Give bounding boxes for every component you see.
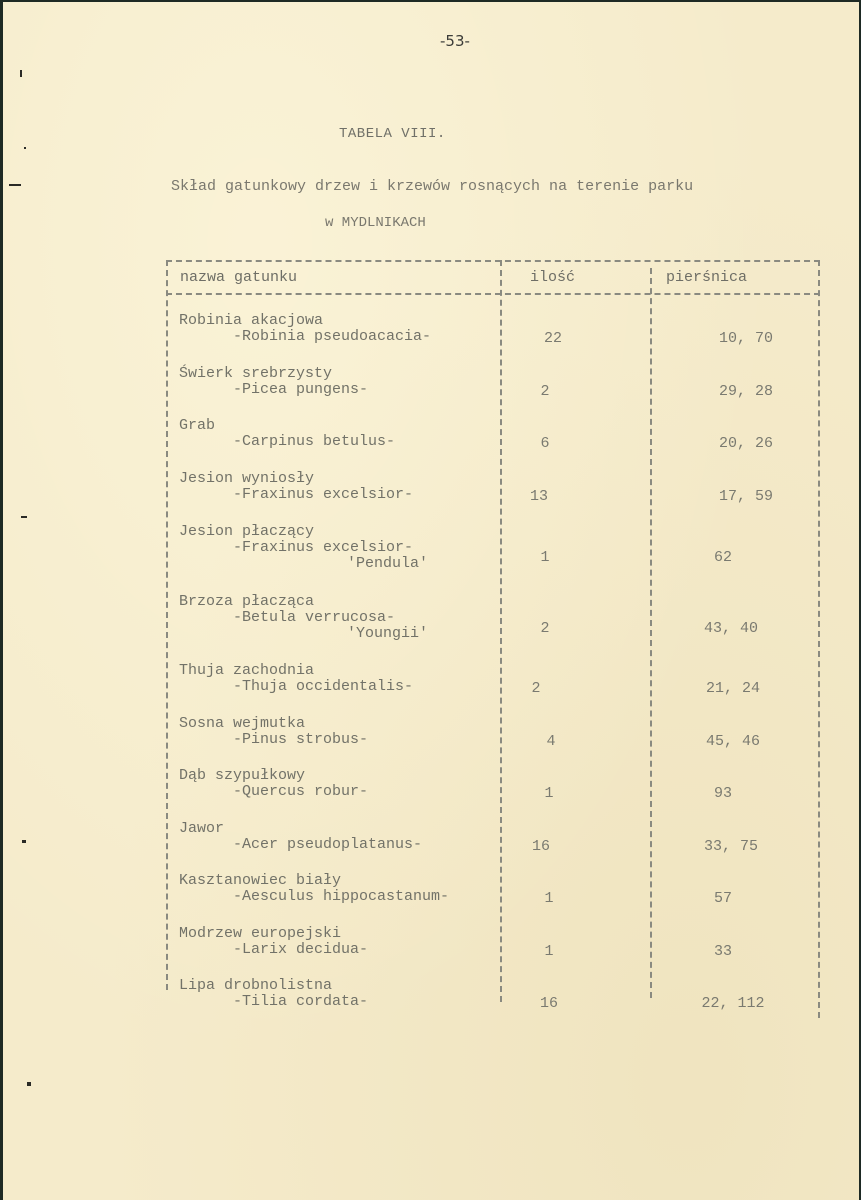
scan-mark bbox=[27, 1082, 31, 1086]
polish-name: Robinia akacjowa bbox=[179, 312, 324, 329]
polish-name: Thuja zachodnia bbox=[179, 662, 315, 679]
page-number: -53- bbox=[440, 32, 470, 50]
latin-name: -Pinus strobus- bbox=[233, 731, 369, 748]
table-top-border bbox=[166, 260, 820, 262]
latin-name: -Acer pseudoplatanus- bbox=[233, 836, 423, 853]
girth-cell: 29, 28 bbox=[718, 383, 773, 400]
quantity-cell: 1 bbox=[544, 890, 554, 907]
scan-mark bbox=[22, 840, 26, 843]
polish-name: Świerk srebrzysty bbox=[179, 365, 333, 382]
quantity-cell: 13 bbox=[529, 488, 548, 505]
quantity-cell: 2 bbox=[531, 680, 541, 697]
girth-cell: 20, 26 bbox=[718, 435, 773, 452]
quantity-cell: 1 bbox=[544, 943, 554, 960]
scan-mark bbox=[24, 147, 26, 149]
girth-cell: 21, 24 bbox=[705, 680, 760, 697]
polish-name: Sosna wejmutka bbox=[179, 715, 306, 732]
header-bottom-border bbox=[166, 293, 820, 295]
polish-name: Dąb szypułkowy bbox=[179, 767, 306, 784]
girth-cell: 17, 59 bbox=[718, 488, 773, 505]
girth-cell: 57 bbox=[713, 890, 732, 907]
document-page bbox=[3, 2, 859, 1200]
quantity-cell: 1 bbox=[540, 549, 550, 566]
table-subtitle: Skład gatunkowy drzew i krzewów rosnących na terenie parku bbox=[171, 178, 694, 195]
quantity-cell: 16 bbox=[531, 838, 550, 855]
girth-cell: 10, 70 bbox=[718, 330, 773, 347]
quantity-cell: 16 bbox=[539, 995, 558, 1012]
polish-name: Modrzew europejski bbox=[179, 925, 342, 942]
quantity-cell: 4 bbox=[546, 733, 556, 750]
species-table bbox=[166, 260, 820, 1020]
girth-cell: 33 bbox=[713, 943, 732, 960]
girth-cell: 33, 75 bbox=[703, 838, 758, 855]
latin-name: -Fraxinus excelsior- bbox=[233, 539, 414, 556]
quantity-cell: 2 bbox=[540, 383, 550, 400]
quantity-cell: 2 bbox=[540, 620, 550, 637]
latin-name: -Larix decidua- bbox=[233, 941, 369, 958]
cultivar-name: 'Pendula' bbox=[347, 555, 429, 572]
cultivar-name: 'Youngii' bbox=[347, 625, 429, 642]
table-right-border bbox=[818, 260, 820, 1018]
table-subtitle-location: w MYDLNIKACH bbox=[325, 215, 426, 231]
latin-name: -Thuja occidentalis- bbox=[233, 678, 414, 695]
latin-name: -Fraxinus excelsior- bbox=[233, 486, 414, 503]
scan-mark bbox=[21, 516, 27, 518]
polish-name: Jawor bbox=[179, 820, 225, 837]
latin-name: -Picea pungens- bbox=[233, 381, 369, 398]
girth-cell: 45, 46 bbox=[705, 733, 760, 750]
header-quantity: ilość bbox=[530, 269, 576, 286]
latin-name: -Carpinus betulus- bbox=[233, 433, 396, 450]
girth-cell: 62 bbox=[713, 549, 732, 566]
column-divider-2 bbox=[650, 268, 652, 998]
scan-mark bbox=[20, 70, 22, 77]
girth-cell: 93 bbox=[713, 785, 732, 802]
header-name: nazwa gatunku bbox=[180, 269, 298, 286]
latin-name: -Aesculus hippocastanum- bbox=[233, 888, 450, 905]
quantity-cell: 6 bbox=[540, 435, 550, 452]
polish-name: Lipa drobnolistna bbox=[179, 977, 333, 994]
quantity-cell: 22 bbox=[543, 330, 562, 347]
polish-name: Jesion płaczący bbox=[179, 523, 315, 540]
latin-name: -Robinia pseudoacacia- bbox=[233, 328, 432, 345]
polish-name: Kasztanowiec biały bbox=[179, 872, 342, 889]
polish-name: Jesion wyniosły bbox=[179, 470, 315, 487]
header-girth: pierśnica bbox=[666, 269, 748, 286]
girth-cell: 22, 112 bbox=[701, 995, 765, 1012]
latin-name: -Tilia cordata- bbox=[233, 993, 369, 1010]
polish-name: Grab bbox=[179, 417, 216, 434]
latin-name: -Betula verrucosa- bbox=[233, 609, 396, 626]
polish-name: Brzoza płacząca bbox=[179, 593, 315, 610]
quantity-cell: 1 bbox=[544, 785, 554, 802]
scan-mark bbox=[9, 184, 21, 186]
latin-name: -Quercus robur- bbox=[233, 783, 369, 800]
girth-cell: 43, 40 bbox=[703, 620, 758, 637]
table-left-border bbox=[166, 260, 168, 990]
table-title: TABELA VIII. bbox=[339, 126, 446, 142]
